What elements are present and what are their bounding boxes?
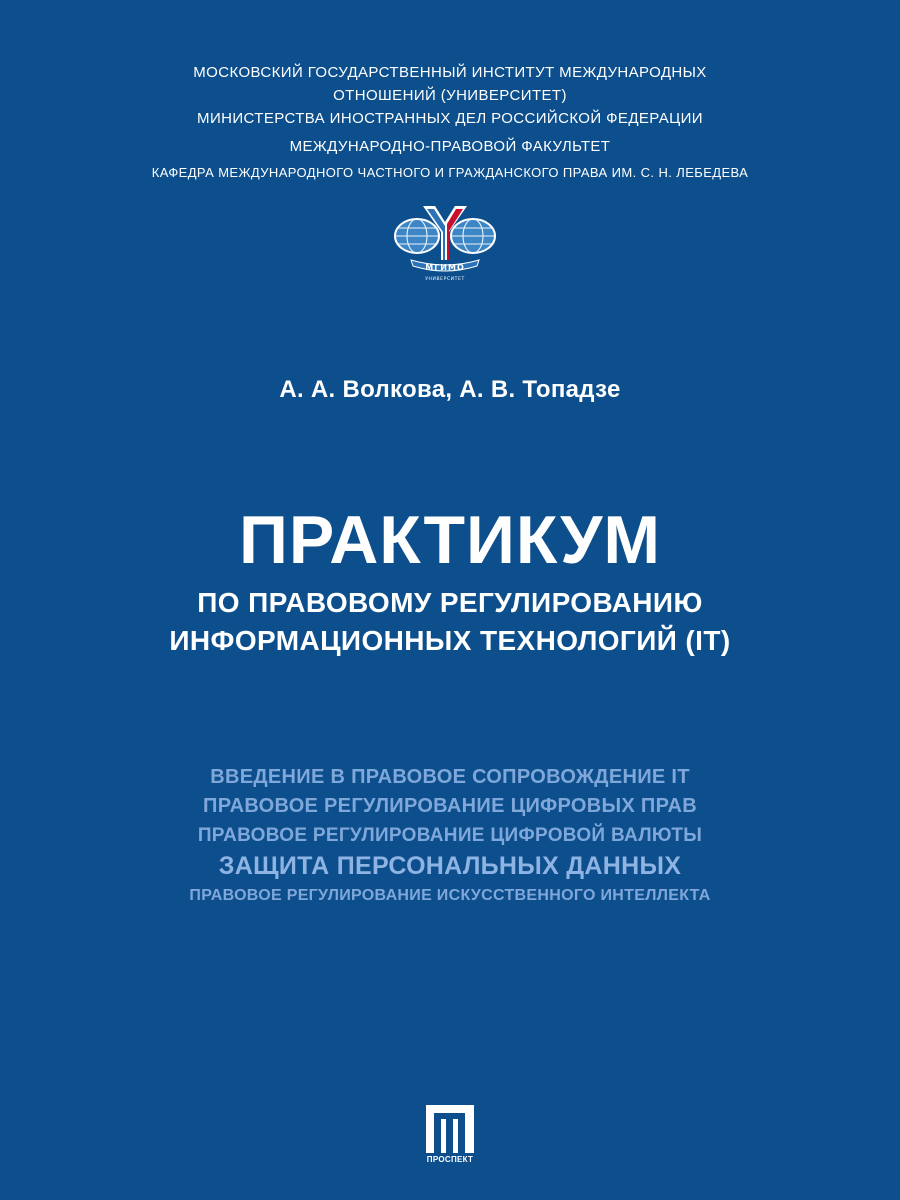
prospekt-logo-icon [412,1103,488,1155]
topic-item: ПРАВОВОЕ РЕГУЛИРОВАНИЕ ЦИФРОВЫХ ПРАВ [203,795,697,817]
institution-name-line-2: ОТНОШЕНИЙ (УНИВЕРСИТЕТ) [333,87,567,104]
book-title [0,496,900,660]
department-name: КАФЕДРА МЕЖДУНАРОДНОГО ЧАСТНОГО И ГРАЖДАНСКОГО ПРАВА ИМ. С. Н. ЛЕБЕДЕВА [151,165,749,180]
topic-item: ЗАЩИТА ПЕРСОНАЛЬНЫХ ДАННЫХ [218,852,682,880]
institution-header [0,61,900,183]
topic-item: ПРАВОВОЕ РЕГУЛИРОВАНИЕ ЦИФРОВОЙ ВАЛЮТЫ [197,825,703,846]
mgimo-globe-icon [389,200,501,282]
institution-ministry: МИНИСТЕРСТВА ИНОСТРАННЫХ ДЕЛ РОССИЙСКОЙ ФЕДЕРАЦИИ [197,110,703,127]
logo-caption: УНИВЕРСИТЕТ [425,277,465,282]
topic-item: ПРАВОВОЕ РЕГУЛИРОВАНИЕ ИСКУССТВЕННОГО ИНТЕЛЛЕКТА [189,887,711,904]
faculty-name: МЕЖДУНАРОДНО-ПРАВОВОЙ ФАКУЛЬТЕТ [289,138,611,155]
title-subtitle-line-1: ПО ПРАВОВОМУ РЕГУЛИРОВАНИЮ [197,587,703,618]
publisher-name: ПРОСПЕКТ [426,1155,474,1164]
logo-wordmark: МГИМО [425,263,465,272]
mgimo-logo-icon [389,200,501,282]
publisher-logo [412,1103,488,1169]
authors: А. А. Волкова, А. В. Топадзе [279,376,621,403]
title-subtitle-line-2: ИНФОРМАЦИОННЫХ ТЕХНОЛОГИЙ (IT) [169,625,731,656]
topics-list [0,763,900,908]
topic-item: ВВЕДЕНИЕ В ПРАВОВОЕ СОПРОВОЖДЕНИЕ IT [210,766,690,788]
institution-name-line-1: МОСКОВСКИЙ ГОСУДАРСТВЕННЫЙ ИНСТИТУТ МЕЖДУНАРОДНЫХ [193,64,707,81]
title-main: ПРАКТИКУМ [238,502,662,578]
